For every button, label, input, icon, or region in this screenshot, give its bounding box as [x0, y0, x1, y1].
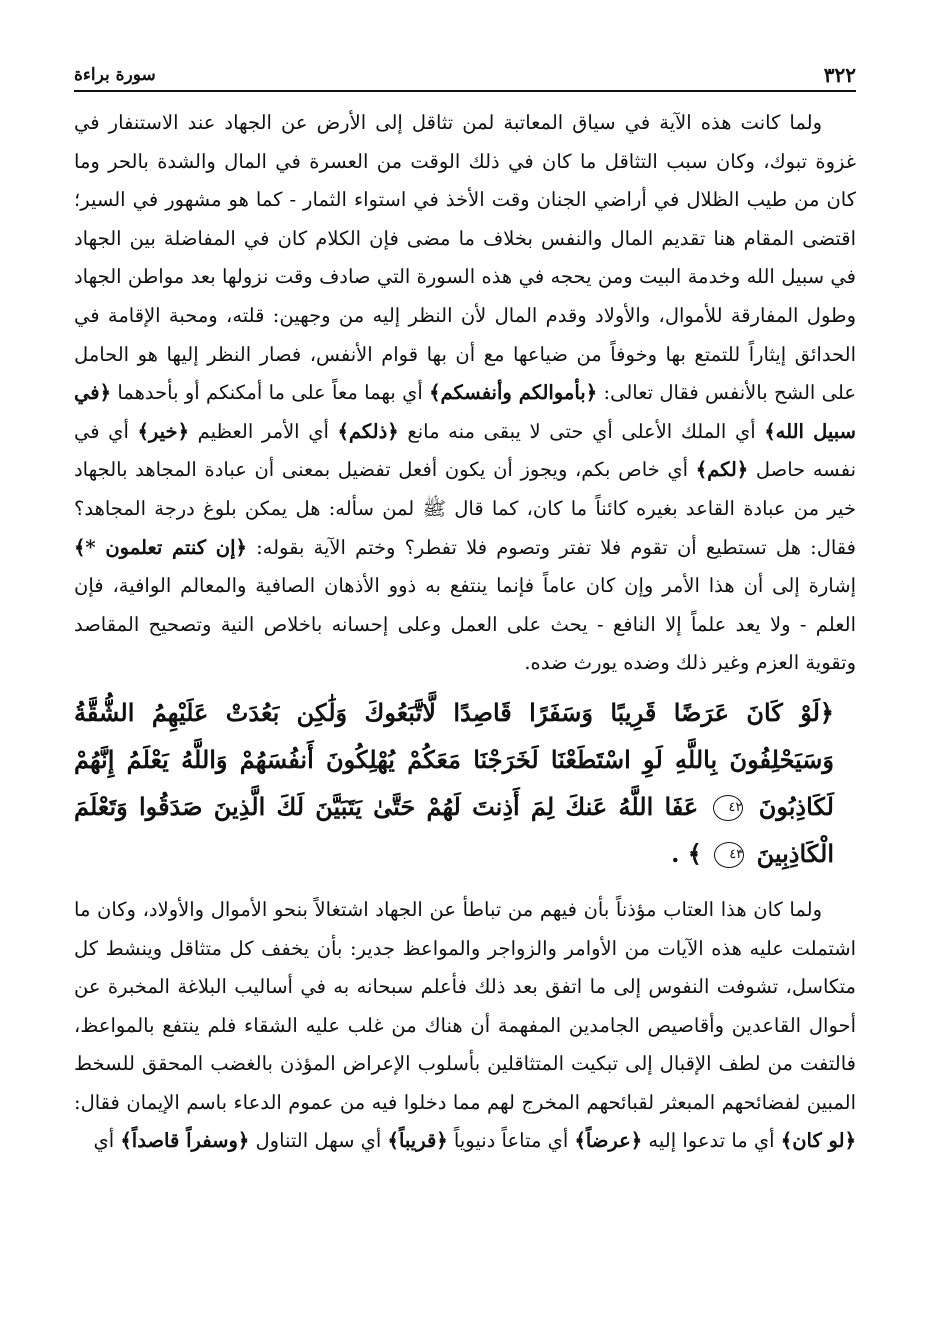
- commentary-text: أي: [93, 1129, 121, 1153]
- commentary-text: أي خاص بكم، ويجوز أن يكون أفعل تفضيل بمعنى أن عبادة المجاهد بالجهاد خير من عبادة القاعد بغيره كائناً ما كان، كما قال ﷺ لمن سأله: هل يمكن بلوغ درجة المجاهد؟ فقال: هل تستطيع أن تقوم فلا تفتر وتصوم فلا تفطر؟ وختم الآية بقوله:: [74, 458, 856, 559]
- quran-verse-block: [74, 689, 856, 877]
- page-content: [74, 104, 856, 1161]
- page-header: [74, 56, 856, 92]
- book-page: [74, 56, 856, 1306]
- commentary-text: ولما كانت هذه الآية في سياق المعاتبة لمن تثاقل إلى الأرض عن الجهاد عند الاستنفار في غزوة تبوك، وكان سبب التثاقل ما كان في ذلك الوقت من العسرة في المال والشدة بالحر وما كان من طيب الظلال في أراضي الجنان وقت الأخذ في استواء الثمار - كما هو مشهور في السير؛ اقتضى المقام هنا تقديم المال والنفس بخلاف ما مضى فإن الكلام كان في المفاضلة بين الجهاد في سبيل الله وخدمة البيت ومن يحجه في هذه السورة التي صادف وقت نزولها بعد مواطن الجهاد وطول المفارقة للأموال، والأولاد وقدم المال لأن النظر إليه من وجهين: قلته، ومحبة الإقامة في الحدائق إيثاراً للتمتع بها وخوفاً من ضياعها مع أن بها قوام الأنفس، فصار النظر إليها هو الحامل على الشح بالأنفس فقال تعالى:: [74, 111, 857, 405]
- verse-text-43: عَفَا اللَّهُ عَنكَ لِمَ أَذِنتَ لَهُمْ حَتَّىٰ يَتَبَيَّنَ لَكَ الَّذِينَ صَدَقُوا وَتَعْلَمَ الْكَاذِبِينَ: [74, 791, 834, 868]
- quran-quote: ﴿وسفراً قاصداً﴾: [120, 1129, 250, 1153]
- commentary-text: ولما كان هذا العتاب مؤذناً بأن فيهم من تباطأ عن الجهاد اشتغالاً بنحو الأموال والأولاد، وكان ما اشتملت عليه هذه الآيات من الأوامر والزواجر والمواعظ جدير: بأن يخفف كل متثاقل وينشط كل متكاسل، تشوفت النفوس إلى ما اتفق بعد ذلك فأعلم سبحانه به في أساليب البلاغة المخبرة عن أحوال القاعدين وأقاصيص الجامدين المفهمة أن هناك من غلب عليه الشقاء فلم ينتفع بالمواعظ، فالتفت من لطف الإقبال إلى تبكيت المتثاقلين بأسلوب الإعراض المؤذن بالغضب المحقق للسخط المبين لفضائحهم المبعثر لقبائحهم المخرج لهم مما دخلوا فيه من عموم الدعاء باسم الإيمان فقال:: [74, 897, 856, 1114]
- verse-text-42: ﴿لَوْ كَانَ عَرَضًا قَرِيبًا وَسَفَرًا قَاصِدًا لَّاتَّبَعُوكَ وَلَٰكِن بَعُدَتْ عَلَيْهِمُ الشُّقَّةُ وَسَيَحْلِفُونَ بِاللَّهِ لَوِ اسْتَطَعْنَا لَخَرَجْنَا مَعَكُمْ يُهْلِكُونَ أَنفُسَهُمْ وَاللَّهُ يَعْلَمُ إِنَّهُمْ لَكَاذِبُونَ: [74, 697, 834, 821]
- quran-quote: ﴿خير﴾: [137, 419, 190, 443]
- page-number: ٣٢٢: [823, 63, 856, 87]
- ayah-number-marker: ٤٢: [713, 795, 743, 821]
- commentary-text: أي ما تدعوا إليه: [642, 1129, 781, 1153]
- commentary-text: أي الأمر العظيم: [189, 419, 338, 443]
- quran-quote: ﴿إن كنتم تعلمون *﴾: [74, 535, 247, 559]
- commentary-text: أي متاعاً دنيوياً: [447, 1129, 575, 1153]
- quran-quote: ﴿قريباً﴾: [387, 1129, 448, 1153]
- paragraph-2: [74, 891, 856, 1161]
- verse-closing-bracket: ﴾ .: [671, 838, 702, 868]
- ayah-number-marker: ٤٣: [714, 842, 744, 868]
- quran-quote: ﴿عرضاً﴾: [574, 1129, 643, 1153]
- quran-quote: ﴿بأموالكم وأنفسكم﴾: [429, 381, 598, 405]
- commentary-text: أي بهما معاً على ما أمكنكم أو بأحدهما: [111, 381, 430, 405]
- commentary-text: أي الملك الأعلى أي حتى لا يبقى منه مانع: [398, 419, 765, 443]
- surah-title: سورة براءة: [74, 65, 156, 85]
- quran-quote: ﴿لكم﴾: [695, 458, 749, 482]
- quran-quote: ﴿لو كان﴾: [780, 1129, 856, 1153]
- commentary-text: أي سهل التناول: [249, 1129, 388, 1153]
- paragraph-1: [74, 104, 856, 683]
- commentary-text: إشارة إلى أن هذا الأمر وإن كان عاماً فإنما ينتفع به ذوو الأذهان الصافية والمعالم الوافية، فإن العلم - ولا يعد علماً إلا النافع - يحث على العمل وعلى إحسانه باخلاص النية وتصحيح المقاصد وتقوية العزم وغير ذلك وضده يورث ضده.: [74, 574, 856, 675]
- quran-quote: ﴿ذلكم﴾: [337, 419, 399, 443]
- quran-quote: ﴿في سبيل الله﴾: [74, 381, 857, 443]
- commentary-text: أي في نفسه حاصل: [74, 419, 856, 482]
